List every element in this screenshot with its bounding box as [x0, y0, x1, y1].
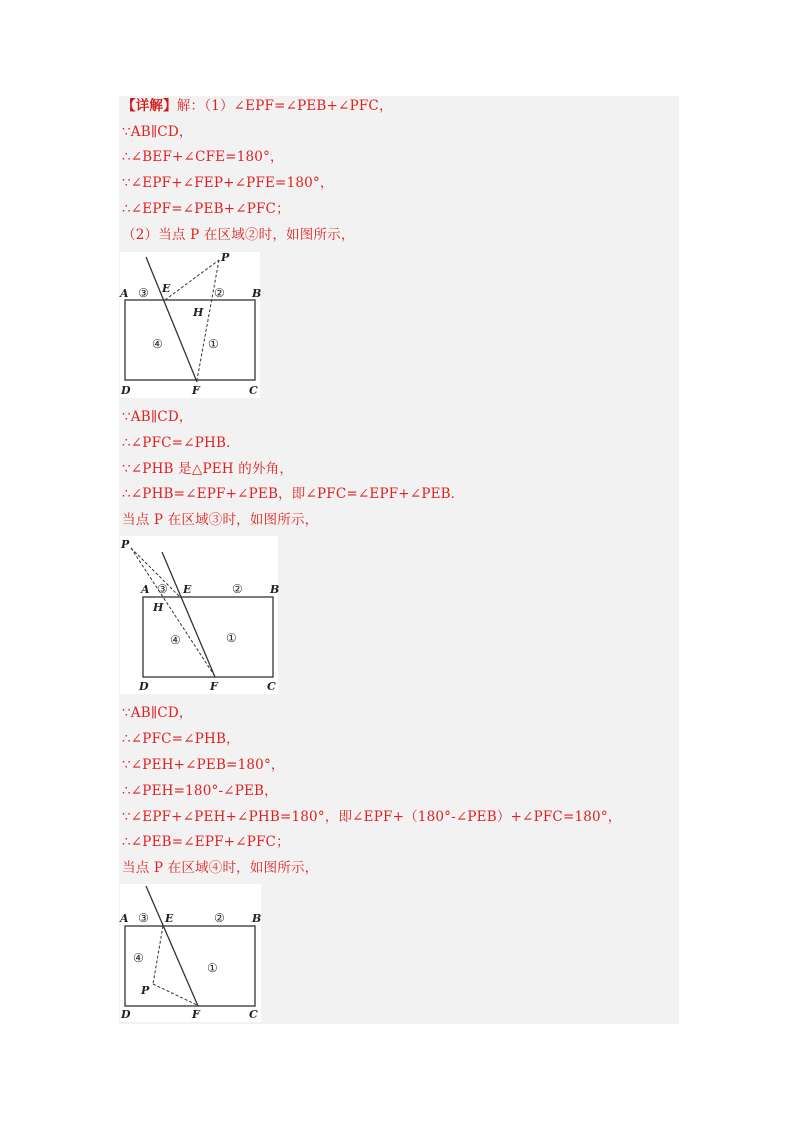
- rectangle-abcd: [125, 300, 255, 380]
- label-p: P: [221, 251, 230, 264]
- label-p: P: [141, 984, 150, 997]
- label-e: E: [162, 282, 171, 295]
- case3-line-1: ∵AB∥CD，: [122, 705, 193, 721]
- dashed-pf: [197, 260, 219, 380]
- case4-title: 当点 P 在区域④时，如图所示，: [122, 860, 319, 876]
- label-f: F: [210, 680, 218, 693]
- solution-intro-line: [122, 97, 393, 115]
- label-d: D: [121, 384, 131, 397]
- label-a: A: [120, 287, 129, 300]
- label-f: F: [192, 1008, 200, 1021]
- region-4-label: ④: [170, 633, 181, 647]
- case2-title: （2）当点 P 在区域②时，如图所示，: [122, 227, 355, 243]
- region-4-label: ④: [133, 951, 144, 965]
- case2-line-1: ∵AB∥CD，: [122, 409, 193, 425]
- label-b: B: [270, 583, 280, 596]
- case3-line-6: ∴∠PEB=∠EPF+∠PFC；: [122, 834, 290, 850]
- case2-line-2: ∴∠PFC=∠PHB．: [122, 435, 240, 451]
- label-a: A: [120, 912, 129, 925]
- region-1-label: ①: [208, 337, 219, 351]
- label-e: E: [183, 583, 192, 596]
- part1-line-1: ∵AB∥CD，: [122, 124, 193, 140]
- dashed-pe: [153, 926, 163, 984]
- region-3-label: ③: [138, 911, 149, 925]
- label-c: C: [267, 680, 276, 693]
- region-1-label: ①: [226, 631, 237, 645]
- region-3-label: ③: [157, 582, 168, 596]
- intro-text: 解：（1）∠EPF=∠PEB+∠PFC，: [176, 98, 393, 114]
- transversal-ef: [146, 886, 198, 1006]
- region-3-label: ③: [138, 286, 149, 300]
- label-a: A: [141, 583, 150, 596]
- region-2-label: ②: [214, 286, 225, 300]
- case3-line-2: ∴∠PFC=∠PHB，: [122, 731, 240, 747]
- label-b: B: [252, 287, 262, 300]
- case2-line-4: ∴∠PHB=∠EPF+∠PEB，即∠PFC=∠EPF+∠PEB．: [122, 486, 465, 502]
- label-d: D: [139, 680, 149, 693]
- case3-line-3: ∵∠PEH+∠PEB=180°，: [122, 757, 285, 773]
- label-f: F: [192, 384, 200, 397]
- label-h: H: [193, 306, 204, 319]
- region-2-label: ②: [214, 911, 225, 925]
- dashed-pe: [165, 260, 219, 300]
- label-p: P: [121, 538, 130, 551]
- part1-line-2: ∴∠BEF+∠CFE=180°，: [122, 149, 284, 165]
- label-e: E: [165, 912, 174, 925]
- label-h: H: [153, 601, 164, 614]
- dashed-pe: [131, 548, 180, 597]
- label-b: B: [252, 912, 262, 925]
- transversal-ef: [146, 257, 197, 382]
- figure-region-4: [120, 884, 261, 1022]
- answer-header-label: 【详解】: [122, 98, 177, 114]
- case2-line-3: ∵∠PHB 是△PEH 的外角，: [122, 461, 294, 477]
- case3-title: 当点 P 在区域③时，如图所示，: [122, 512, 319, 528]
- region-1-label: ①: [207, 961, 218, 975]
- figure-region-2: [120, 252, 260, 398]
- region-4-label: ④: [152, 337, 163, 351]
- case3-line-5: ∵∠EPF+∠PEH+∠PHB=180°，即∠EPF+（180°-∠PEB）+∠PFC=180°，: [122, 809, 622, 825]
- case3-line-4: ∴∠PEH=180°-∠PEB，: [122, 783, 278, 799]
- region-2-label: ②: [232, 582, 243, 596]
- figure-region-3: [120, 536, 278, 694]
- part1-line-4: ∴∠EPF=∠PEB+∠PFC；: [122, 201, 290, 217]
- label-d: D: [121, 1008, 131, 1021]
- part1-line-3: ∵∠EPF+∠FEP+∠PFE=180°，: [122, 175, 334, 191]
- label-c: C: [249, 1008, 258, 1021]
- transversal-ef: [162, 552, 215, 677]
- label-c: C: [249, 384, 258, 397]
